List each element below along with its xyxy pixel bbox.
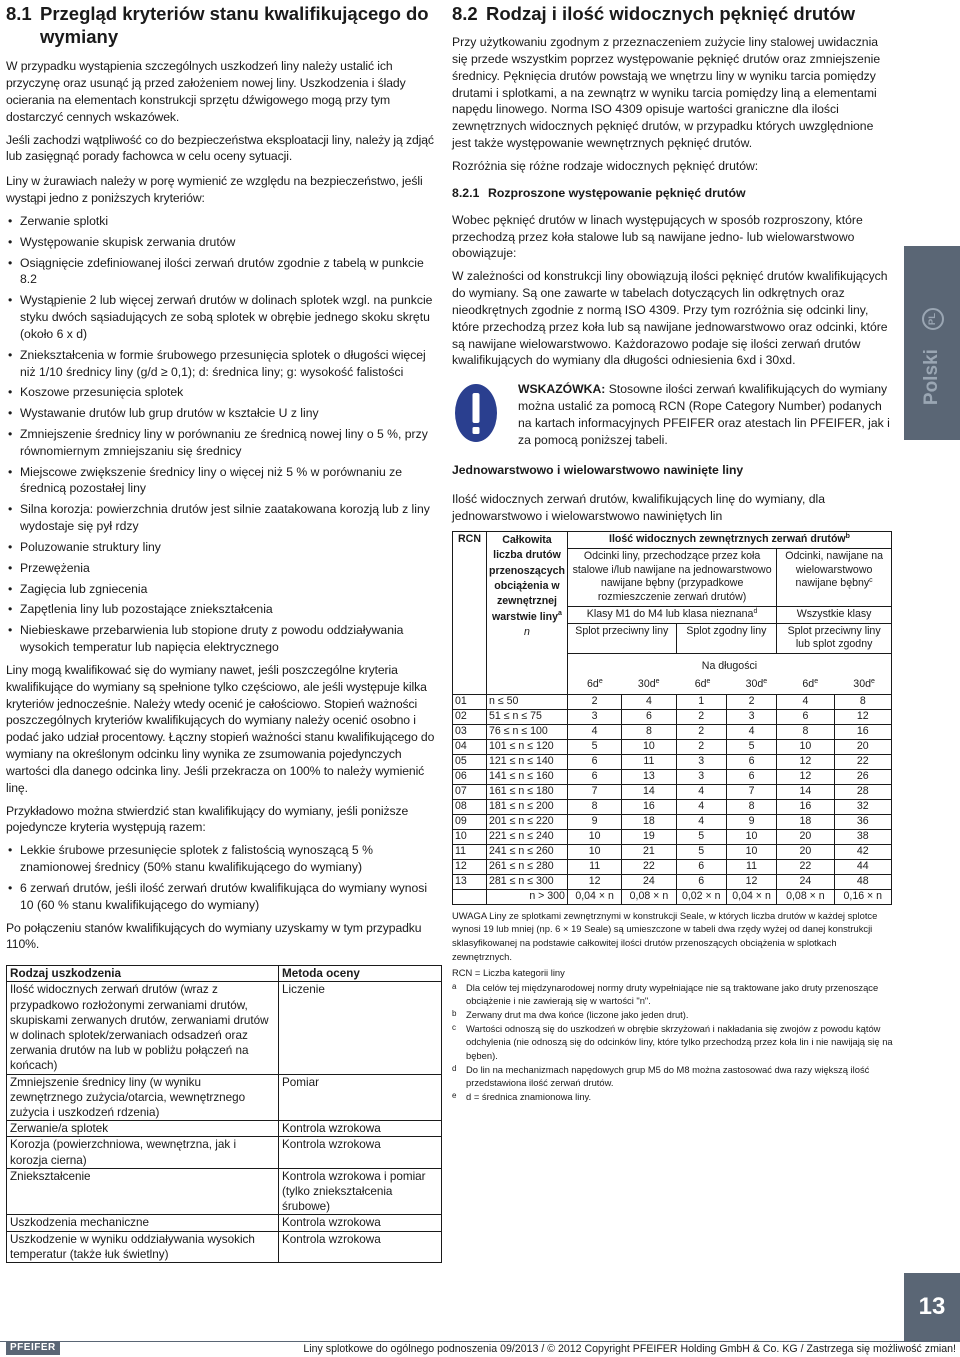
break-count-cell: 38: [834, 829, 891, 844]
rcn-cell: 11: [453, 844, 487, 859]
rcn-header: RCN: [453, 531, 487, 694]
criteria-item: • Wystąpienie 2 lub więcej zerwań drutów w dolinach splotek wzgl. na punkcie styku dwóch sąsiadujących ze sobą splotek w obrębie jednego skoku skrętu (około 6 x d): [6, 292, 438, 342]
footnote-ref: c: [869, 577, 873, 585]
table-row: [453, 859, 892, 874]
break-count-cell: 26: [834, 769, 891, 784]
criteria-item: • Przewężenia: [6, 560, 438, 577]
break-count-cell: 5: [676, 844, 726, 859]
length-label: 6d: [587, 677, 599, 690]
total-wires-label: Całkowita liczba drutów przenoszących obciążenia w zewnętrznej warstwie liny: [489, 533, 565, 623]
break-count-cell: 14: [777, 784, 834, 799]
footnote: [452, 1090, 894, 1104]
section-title: Przegląd kryteriów stanu kwalifikującego do wymiany: [40, 3, 429, 48]
section-heading-8-1: [6, 2, 438, 48]
length-cell: [622, 678, 676, 692]
visible-breaks-label: Ilość widocznych zewnętrznych zerwań drutów: [609, 532, 846, 545]
break-count-cell: 8: [567, 799, 621, 814]
exclamation-icon: [454, 383, 498, 443]
subsection-number: 8.2.1: [452, 185, 480, 200]
break-count-cell: 12: [567, 874, 621, 889]
table-row: [453, 739, 892, 754]
footnote-text: Do lin na mechanizmach napędowych grup M5 do M8 można zastosować dwa razy większą ilość przedstawiona ilość zerwań drutów.: [466, 1063, 870, 1089]
criteria-item: • Poluzowanie struktury liny: [6, 539, 438, 556]
break-count-cell: 28: [834, 784, 891, 799]
wire-range-cell: n > 300: [487, 889, 568, 904]
criteria-item: • Zmniejszenie średnicy liny w porównaniu ze średnicą nowej liny o 5 %, przy równomiernym zmniejszaniu się średnicy: [6, 426, 438, 460]
break-count-cell: 11: [622, 754, 676, 769]
break-count-cell: 44: [834, 859, 891, 874]
criteria-item: • Silna korozja: powierzchnia drutów jest silnie zaatakowana korozją lub z liny wydostaje się pył rdzy: [6, 501, 438, 535]
table-row: [453, 769, 892, 784]
break-count-cell: 22: [777, 859, 834, 874]
footnote-ref: e: [598, 677, 603, 685]
method-cell: Kontrola wzrokowa: [279, 1215, 442, 1231]
break-count-cell: 8: [834, 694, 891, 709]
right-column: [452, 0, 894, 1103]
break-count-cell: 6: [777, 709, 834, 724]
break-count-cell: 24: [777, 874, 834, 889]
break-count-cell: 3: [676, 769, 726, 784]
wire-range-cell: 201 ≤ n ≤ 220: [487, 814, 568, 829]
wire-range-cell: 221 ≤ n ≤ 240: [487, 829, 568, 844]
wire-range-cell: 261 ≤ n ≤ 280: [487, 859, 568, 874]
length-label: 6d: [802, 677, 815, 690]
break-count-cell: 0,04 × n: [726, 889, 776, 904]
rcn-cell: 10: [453, 829, 487, 844]
left-column: [6, 0, 438, 1263]
rcn-cell: 06: [453, 769, 487, 784]
lang-lay-header: Splot zgodny liny: [676, 623, 777, 654]
subsection-heading-8-2-1: [452, 185, 894, 202]
footnote-list: [452, 981, 894, 1104]
break-count-cell: 20: [777, 829, 834, 844]
break-count-cell: 9: [567, 814, 621, 829]
break-count-cell: 1: [676, 694, 726, 709]
paragraph: Po połączeniu stanów kwalifikujących do wymiany uzyskamy w tym przypadku 110%.: [6, 920, 422, 952]
length-cell: [676, 678, 730, 692]
section-title: Rodzaj i ilość widocznych pęknięć drutów: [486, 3, 856, 24]
break-count-cell: 16: [834, 724, 891, 739]
break-count-cell: 7: [726, 784, 776, 799]
criteria-item: • Niebieskawe przebarwienia lub stopione druty z powodu oddziaływania wysokich temperatur lub napięcia elektrycznego: [6, 622, 438, 656]
break-count-cell: 5: [676, 829, 726, 844]
damage-type-cell: Ilość widocznych zerwań drutów (wraz z przypadkowo rozłożonymi zerwaniami drutów, skupiskami zerwanych drutów, zerwaniami drutów w dolinach splotek/zerwaniach odsadzeń oraz zerwania drutów na lub w pobliżu połączeń na końcach): [7, 982, 279, 1074]
footnote-text: Wartości odnoszą się do uszkodzeń w obrębie skrzyżowań i nakładania się zwojów z powodu kątów odchylenia (nie odnoszą się do odcinków liny, które tylko przechodzą przez koła lin i nie nawijają się na bęben).: [466, 1022, 893, 1061]
paragraph: W przypadku wystąpienia szczególnych uszkodzeń liny należy ustalić ich przyczynę oraz usunąć ją przed założeniem nowej liny. Uszkodzenia i ślady ocierania na elementach konstrukcji sprzętu dźwigowego mogą przy tym dostarczyć cennych wskazówek.: [6, 59, 406, 124]
break-count-cell: 20: [834, 739, 891, 754]
damage-type-cell: Zmniejszenie średnicy liny (w wyniku zewnętrznego zużycia/otarcia, wewnętrznego zużycia i uszkodzeń rdzenia): [7, 1074, 279, 1121]
rcn-cell: 07: [453, 784, 487, 799]
footnote-ref: a: [558, 609, 562, 617]
table-row: [453, 694, 892, 709]
wire-range-cell: 51 ≤ n ≤ 75: [487, 709, 568, 724]
break-count-cell: 6: [567, 754, 621, 769]
break-count-cell: 3: [676, 754, 726, 769]
all-classes-header: Wszystkie klasy: [777, 606, 892, 623]
break-count-cell: 22: [834, 754, 891, 769]
rcn-cell: 13: [453, 874, 487, 889]
break-count-cell: 16: [622, 799, 676, 814]
break-count-cell: 10: [622, 739, 676, 754]
footnote-ref: e: [814, 677, 819, 685]
rcn-cell: 02: [453, 709, 487, 724]
break-count-cell: 6: [676, 859, 726, 874]
paragraph: Wobec pęknięć drutów w linach występujących w sposób rozproszony, które przechodzą przez koła stalowe lub są nawijane jedno- lub wielowarstwowo obowiązuje:: [452, 212, 863, 261]
rcn-cell: 09: [453, 814, 487, 829]
footnote-ref: e: [763, 677, 768, 685]
language-tab: [904, 246, 960, 440]
criteria-item: • Wystawanie drutów lub grup drutów w kształcie U z liny: [6, 405, 438, 422]
paragraph: W zależności od konstrukcji liny obowiązują ilości pęknięć drutów kwalifikujących do wymiany. Są one zawarte w tabelach dotyczących lin odkrętnych oraz nieodkrętnych zgodnie z normą ISO 4309. Przy tym rozróżnia się odcinki liny, które przechodzą przez koła lub są nawijane jednowarstwowo oraz odcinki, które są nawijane wielowarstwowo. Każdorazowo podaje się ilości zerwań drutów kwalifikujących do wymiany dla długości odniesienia 6xd i 30xd.: [452, 269, 888, 368]
break-count-cell: 3: [726, 709, 776, 724]
break-count-cell: 12: [777, 754, 834, 769]
criteria-item: • Osiągnięcie zdefiniowanej ilości zerwań drutów zgodnie z tabelą w punkcie 8.2: [6, 255, 438, 289]
table-row: [7, 1215, 442, 1231]
table-row: [7, 1121, 442, 1137]
rcn-cell: [453, 889, 487, 904]
footnote-ref: e: [706, 677, 711, 685]
hint-body: Stosowne ilości zerwań kwalifikujących do wymiany można ustalić za pomocą RCN (Rope Category Number) podanych na kartach informacyjnych PFEIFER oraz atestach lin PFEIFER, jak i za pomocą poniższej tabeli.: [518, 382, 890, 447]
break-count-cell: 3: [567, 709, 621, 724]
single-layer-header: Odcinki liny, przechodzące przez koła stalowe i/lub nawijane na jednowarstwowo nawijane bębny (przypadkowe rozmieszczenie zerwań drutów): [567, 548, 776, 606]
table-row: [453, 874, 892, 889]
table-row: [453, 844, 892, 859]
paragraph: Ilość widocznych zerwań drutów, kwalifikujących linę do wymiany, dla jednowarstwowo i wielowarstwowo nawiniętych lin: [452, 492, 826, 524]
footnote-key: c: [452, 1022, 456, 1032]
criteria-item: • Zapętlenia liny lub pozostające zniekształcenia: [6, 601, 438, 618]
break-count-cell: 36: [834, 814, 891, 829]
wire-range-cell: n ≤ 50: [487, 694, 568, 709]
break-count-cell: 4: [676, 784, 726, 799]
method-cell: Liczenie: [279, 982, 442, 1074]
break-count-cell: 6: [726, 754, 776, 769]
footnote-ref: e: [655, 677, 660, 685]
break-count-cell: 0,04 × n: [567, 889, 621, 904]
pfeifer-logo: PFEIFER: [6, 1341, 60, 1355]
paragraph: Liny w żurawiach należy w porę wymienić ze względu na bezpieczeństwo, jeśli wystąpi jedno z poniższych kryteriów:: [6, 174, 423, 206]
break-count-cell: 4: [676, 799, 726, 814]
break-count-cell: 10: [726, 844, 776, 859]
damage-type-cell: Uszkodzenie w wyniku oddziaływania wysokich temperatur (także łuk świetlny): [7, 1231, 279, 1262]
break-count-cell: 0,02 × n: [676, 889, 726, 904]
method-cell: Kontrola wzrokowa: [279, 1137, 442, 1168]
wire-range-cell: 161 ≤ n ≤ 180: [487, 784, 568, 799]
break-count-cell: 0,08 × n: [777, 889, 834, 904]
note-paragraph: RCN = Liczba kategorii liny: [452, 967, 565, 979]
table-row: [453, 709, 892, 724]
break-count-cell: 2: [676, 724, 726, 739]
example-item: • 6 zerwań drutów, jeśli ilość zerwań drutów kwalifikująca do wymiany wynosi 10 (60 % stanu kwalifikującego do wymiany): [6, 880, 438, 914]
table-row: [453, 754, 892, 769]
total-wires-n: n: [524, 626, 530, 639]
length-row: [568, 678, 891, 694]
footnote: [452, 1063, 894, 1090]
paragraph: Jeśli zachodzi wątpliwość co do bezpieczeństwa eksploatacji liny, należy ją zdjąć lub zasięgnąć porady fachowca w celu oceny sytuacji.: [6, 132, 434, 164]
table-row: [7, 982, 442, 1074]
footnote-text: d = średnica znamionowa liny.: [466, 1090, 592, 1102]
length-cell: [837, 678, 891, 692]
break-count-cell: 2: [676, 709, 726, 724]
table-row: [453, 784, 892, 799]
length-cell: [783, 678, 837, 692]
footnote-key: d: [452, 1063, 457, 1073]
break-count-cell: 10: [726, 829, 776, 844]
break-count-cell: 6: [676, 874, 726, 889]
break-count-cell: 8: [622, 724, 676, 739]
break-count-cell: 2: [726, 694, 776, 709]
criteria-item: • Zagięcia lub zgniecenia: [6, 581, 438, 598]
subsection-title: Rozproszone występowanie pęknięć drutów: [488, 185, 746, 200]
break-count-cell: 5: [726, 739, 776, 754]
table-row: [453, 799, 892, 814]
criteria-item: • Zniekształcenia w formie śrubowego przesunięcia splotek o długości więcej niż 1/10 średnicy liny (g/d ≥ 0,1); d: średnica liny; g: wysokość falistości: [6, 347, 438, 381]
rcn-table: [452, 531, 892, 905]
paragraph: Przy użytkowaniu zgodnym z przeznaczeniem zużycie liny stalowej uwidacznia się przede wszystkim poprzez występowanie pęknięć drutów oraz zmniejszenie średnicy. Pęknięcia drutów powstają we wnętrzu liny w wyniku tarcia pomiędzy drutami i splotkami, a na zewnątrz w wyniku tarcia pomiędzy liną a elementami napędu linowego. Norma ISO 4309 opisuje wartości graniczne dla ilości zewnętrznych widocznych pęknięć drutów, w przypadku których uwzględnione jest także występowanie wewnętrznych pęknięć drutów.: [452, 35, 881, 151]
examples-list: [6, 842, 438, 913]
length-header: [567, 654, 891, 695]
break-count-cell: 6: [726, 769, 776, 784]
rcn-cell: 05: [453, 754, 487, 769]
paragraph: Rozróżnia się różne rodzaje widocznych pęknięć drutów:: [452, 158, 759, 173]
method-cell: Kontrola wzrokowa i pomiar (tylko zniekształcenia śrubowe): [279, 1168, 442, 1215]
break-count-cell: 32: [834, 799, 891, 814]
section-heading-8-2: [452, 2, 894, 25]
cross-lay-header: Splot przeciwny liny: [567, 623, 676, 654]
break-count-cell: 48: [834, 874, 891, 889]
total-wires-header: [487, 531, 568, 694]
break-count-cell: 5: [567, 739, 621, 754]
break-count-cell: 4: [622, 694, 676, 709]
length-label: 6d: [694, 677, 707, 690]
class-label: Klasy M1 do M4 lub klasa nieznana: [586, 607, 754, 620]
length-label: 30d: [637, 677, 656, 690]
rcn-cell: 01: [453, 694, 487, 709]
hint-box: [452, 381, 894, 448]
footnote-text: Zerwany drut ma dwa końce (liczone jako jeden drut).: [466, 1009, 689, 1020]
break-count-cell: 4: [676, 814, 726, 829]
damage-type-cell: Zniekształcenie: [7, 1168, 279, 1215]
length-cell: [729, 678, 783, 692]
multi-layer-header: [777, 548, 892, 606]
table-row: [7, 1137, 442, 1168]
visible-breaks-header: [567, 531, 891, 548]
table-row: [453, 829, 892, 844]
length-label: 30d: [853, 677, 871, 690]
break-count-cell: 11: [567, 859, 621, 874]
subsection-heading: Jednowarstwowo i wielowarstwowo nawinięte liny: [452, 463, 744, 478]
length-label: 30d: [745, 677, 764, 690]
break-count-cell: 19: [622, 829, 676, 844]
break-count-cell: 4: [567, 724, 621, 739]
break-count-cell: 2: [567, 694, 621, 709]
rcn-cell: 12: [453, 859, 487, 874]
footnote-ref: b: [845, 532, 850, 540]
break-count-cell: 8: [726, 799, 776, 814]
hint-label: WSKAZÓWKA:: [518, 382, 606, 397]
break-count-cell: 6: [567, 769, 621, 784]
break-count-cell: 12: [777, 769, 834, 784]
table-row: [453, 724, 892, 739]
break-count-cell: 8: [777, 724, 834, 739]
rcn-cell: 08: [453, 799, 487, 814]
break-count-cell: 13: [622, 769, 676, 784]
break-count-cell: 7: [567, 784, 621, 799]
method-cell: Pomiar: [279, 1074, 442, 1121]
break-count-cell: 20: [777, 844, 834, 859]
damage-assessment-table: [6, 965, 442, 1263]
language-label: Polski: [920, 349, 942, 406]
length-label: Na długości: [701, 660, 758, 673]
break-count-cell: 0,08 × n: [622, 889, 676, 904]
wire-range-cell: 281 ≤ n ≤ 300: [487, 874, 568, 889]
break-count-cell: 2: [676, 739, 726, 754]
table-row: [453, 889, 892, 904]
footnote-text: Dla celów tej międzynarodowej normy druty wypełniające nie są traktowane jako druty przenoszące obciążenie i nie zawierają się w wartości "n".: [466, 981, 879, 1007]
damage-type-cell: Korozja (powierzchniowa, wewnętrzna, jak i korozja cierna): [7, 1137, 279, 1168]
break-count-cell: 16: [777, 799, 834, 814]
paragraph: Przykładowo można stwierdzić stan kwalifikujący do wymiany, jeśli poniższe pojedyncze kryteria występują razem:: [6, 803, 409, 835]
language-badge: PL: [922, 308, 944, 330]
rcn-cell: 04: [453, 739, 487, 754]
damage-type-cell: Zerwanie/a splotek: [7, 1121, 279, 1137]
break-count-cell: 14: [622, 784, 676, 799]
footer-copyright: Liny splotkowe do ogólnego podnoszenia 09/2013 / © 2012 Copyright PFEIFER Holding GmbH & Co. KG / Zastrzega się możliwość zmian!: [303, 1343, 956, 1355]
method-cell: Kontrola wzrokowa: [279, 1231, 442, 1262]
section-number: 8.1: [6, 3, 32, 24]
footnote-key: a: [452, 981, 457, 991]
table-notes: [452, 909, 894, 1104]
break-count-cell: 12: [726, 874, 776, 889]
wire-range-cell: 121 ≤ n ≤ 140: [487, 754, 568, 769]
rcn-cell: 03: [453, 724, 487, 739]
break-count-cell: 11: [726, 859, 776, 874]
hint-text: [518, 381, 894, 448]
break-count-cell: 24: [622, 874, 676, 889]
table-header-damage: Rodzaj uszkodzenia: [7, 966, 279, 982]
table-row: [7, 1074, 442, 1121]
footnote: [452, 981, 894, 1008]
table-header-method: Metoda oceny: [279, 966, 442, 982]
break-count-cell: 10: [567, 844, 621, 859]
method-cell: Kontrola wzrokowa: [279, 1121, 442, 1137]
cross-or-lang-header: Splot przeciwny liny lub splot zgodny: [777, 623, 892, 654]
break-count-cell: 4: [777, 694, 834, 709]
wire-range-cell: 101 ≤ n ≤ 120: [487, 739, 568, 754]
footnote: [452, 1022, 894, 1063]
break-count-cell: 0,16 × n: [834, 889, 891, 904]
multi-layer-label: Odcinki, nawijane na wielowarstwowo nawijane bębny: [785, 549, 883, 590]
criteria-item: • Zerwanie splotki: [6, 213, 438, 230]
break-count-cell: 18: [777, 814, 834, 829]
break-count-cell: 10: [567, 829, 621, 844]
footnote-key: b: [452, 1009, 457, 1018]
table-row: [7, 1168, 442, 1215]
length-cell: [568, 678, 622, 692]
break-count-cell: 21: [622, 844, 676, 859]
break-count-cell: 18: [622, 814, 676, 829]
criteria-list: [6, 213, 438, 656]
example-item: • Lekkie śrubowe przesunięcie splotek z falistością wynoszącą 5 % znamionowej średnicy (50% stanu kwalifikującego do wymiany): [6, 842, 438, 876]
wire-range-cell: 76 ≤ n ≤ 100: [487, 724, 568, 739]
break-count-cell: 42: [834, 844, 891, 859]
break-count-cell: 9: [726, 814, 776, 829]
footnote-key: e: [452, 1090, 457, 1100]
paragraph: Liny mogą kwalifikować się do wymiany nawet, jeśli poszczególne kryteria kwalifikujące do wymiany są spełnione tylko częściowo, ale jeśli występuje kilka kryteriów jednocześnie. Należy wtedy ocenić je całościowo. Stopień ważności poszczególnych kryteriów kwalifikujących do wymiany należy ocenić osobno i podać jako udział procentowy. Łączny stopień ważności stanu kwalifikującego do wymiany na określonym odcinku liny wynika ze zsumowania pojedynczych wartości dla danego odcinka liny. Jeśli przekracza on 100% to należy wymienić linę.: [6, 662, 435, 795]
page-number: 13: [904, 1273, 960, 1341]
break-count-cell: 4: [726, 724, 776, 739]
break-count-cell: 6: [622, 709, 676, 724]
table-row: [453, 814, 892, 829]
wire-range-cell: 241 ≤ n ≤ 260: [487, 844, 568, 859]
criteria-item: • Miejscowe zwiększenie średnicy liny o więcej niż 5 % w porównaniu ze średnicą pozostałej liny: [6, 464, 438, 498]
footnote: [452, 1008, 894, 1022]
break-count-cell: 10: [777, 739, 834, 754]
wire-range-cell: 181 ≤ n ≤ 200: [487, 799, 568, 814]
table-row: [7, 1231, 442, 1262]
criteria-item: • Koszowe przesunięcia splotek: [6, 384, 438, 401]
wire-range-cell: 141 ≤ n ≤ 160: [487, 769, 568, 784]
footnote-ref: e: [870, 677, 875, 685]
note-paragraph: UWAGA Liny ze splotkami zewnętrznymi w konstrukcji Seale, w których liczba drutów w każdej splotce wynosi 19 lub mniej (np. 6 × 19 Seale) są umieszczone w tabeli dwa rzędy wyżej od danej konstrukcji sklasyfikowanej na podstawie całkowitej ilości drutów przenoszących obciążenia w splotkach zewnętrznych.: [452, 909, 878, 962]
break-count-cell: 22: [622, 859, 676, 874]
damage-type-cell: Uszkodzenia mechaniczne: [7, 1215, 279, 1231]
footnote-ref: d: [753, 607, 758, 615]
criteria-item: • Występowanie skupisk zerwania drutów: [6, 234, 438, 251]
break-count-cell: 12: [834, 709, 891, 724]
section-number: 8.2: [452, 3, 478, 24]
class-header: [567, 606, 776, 623]
